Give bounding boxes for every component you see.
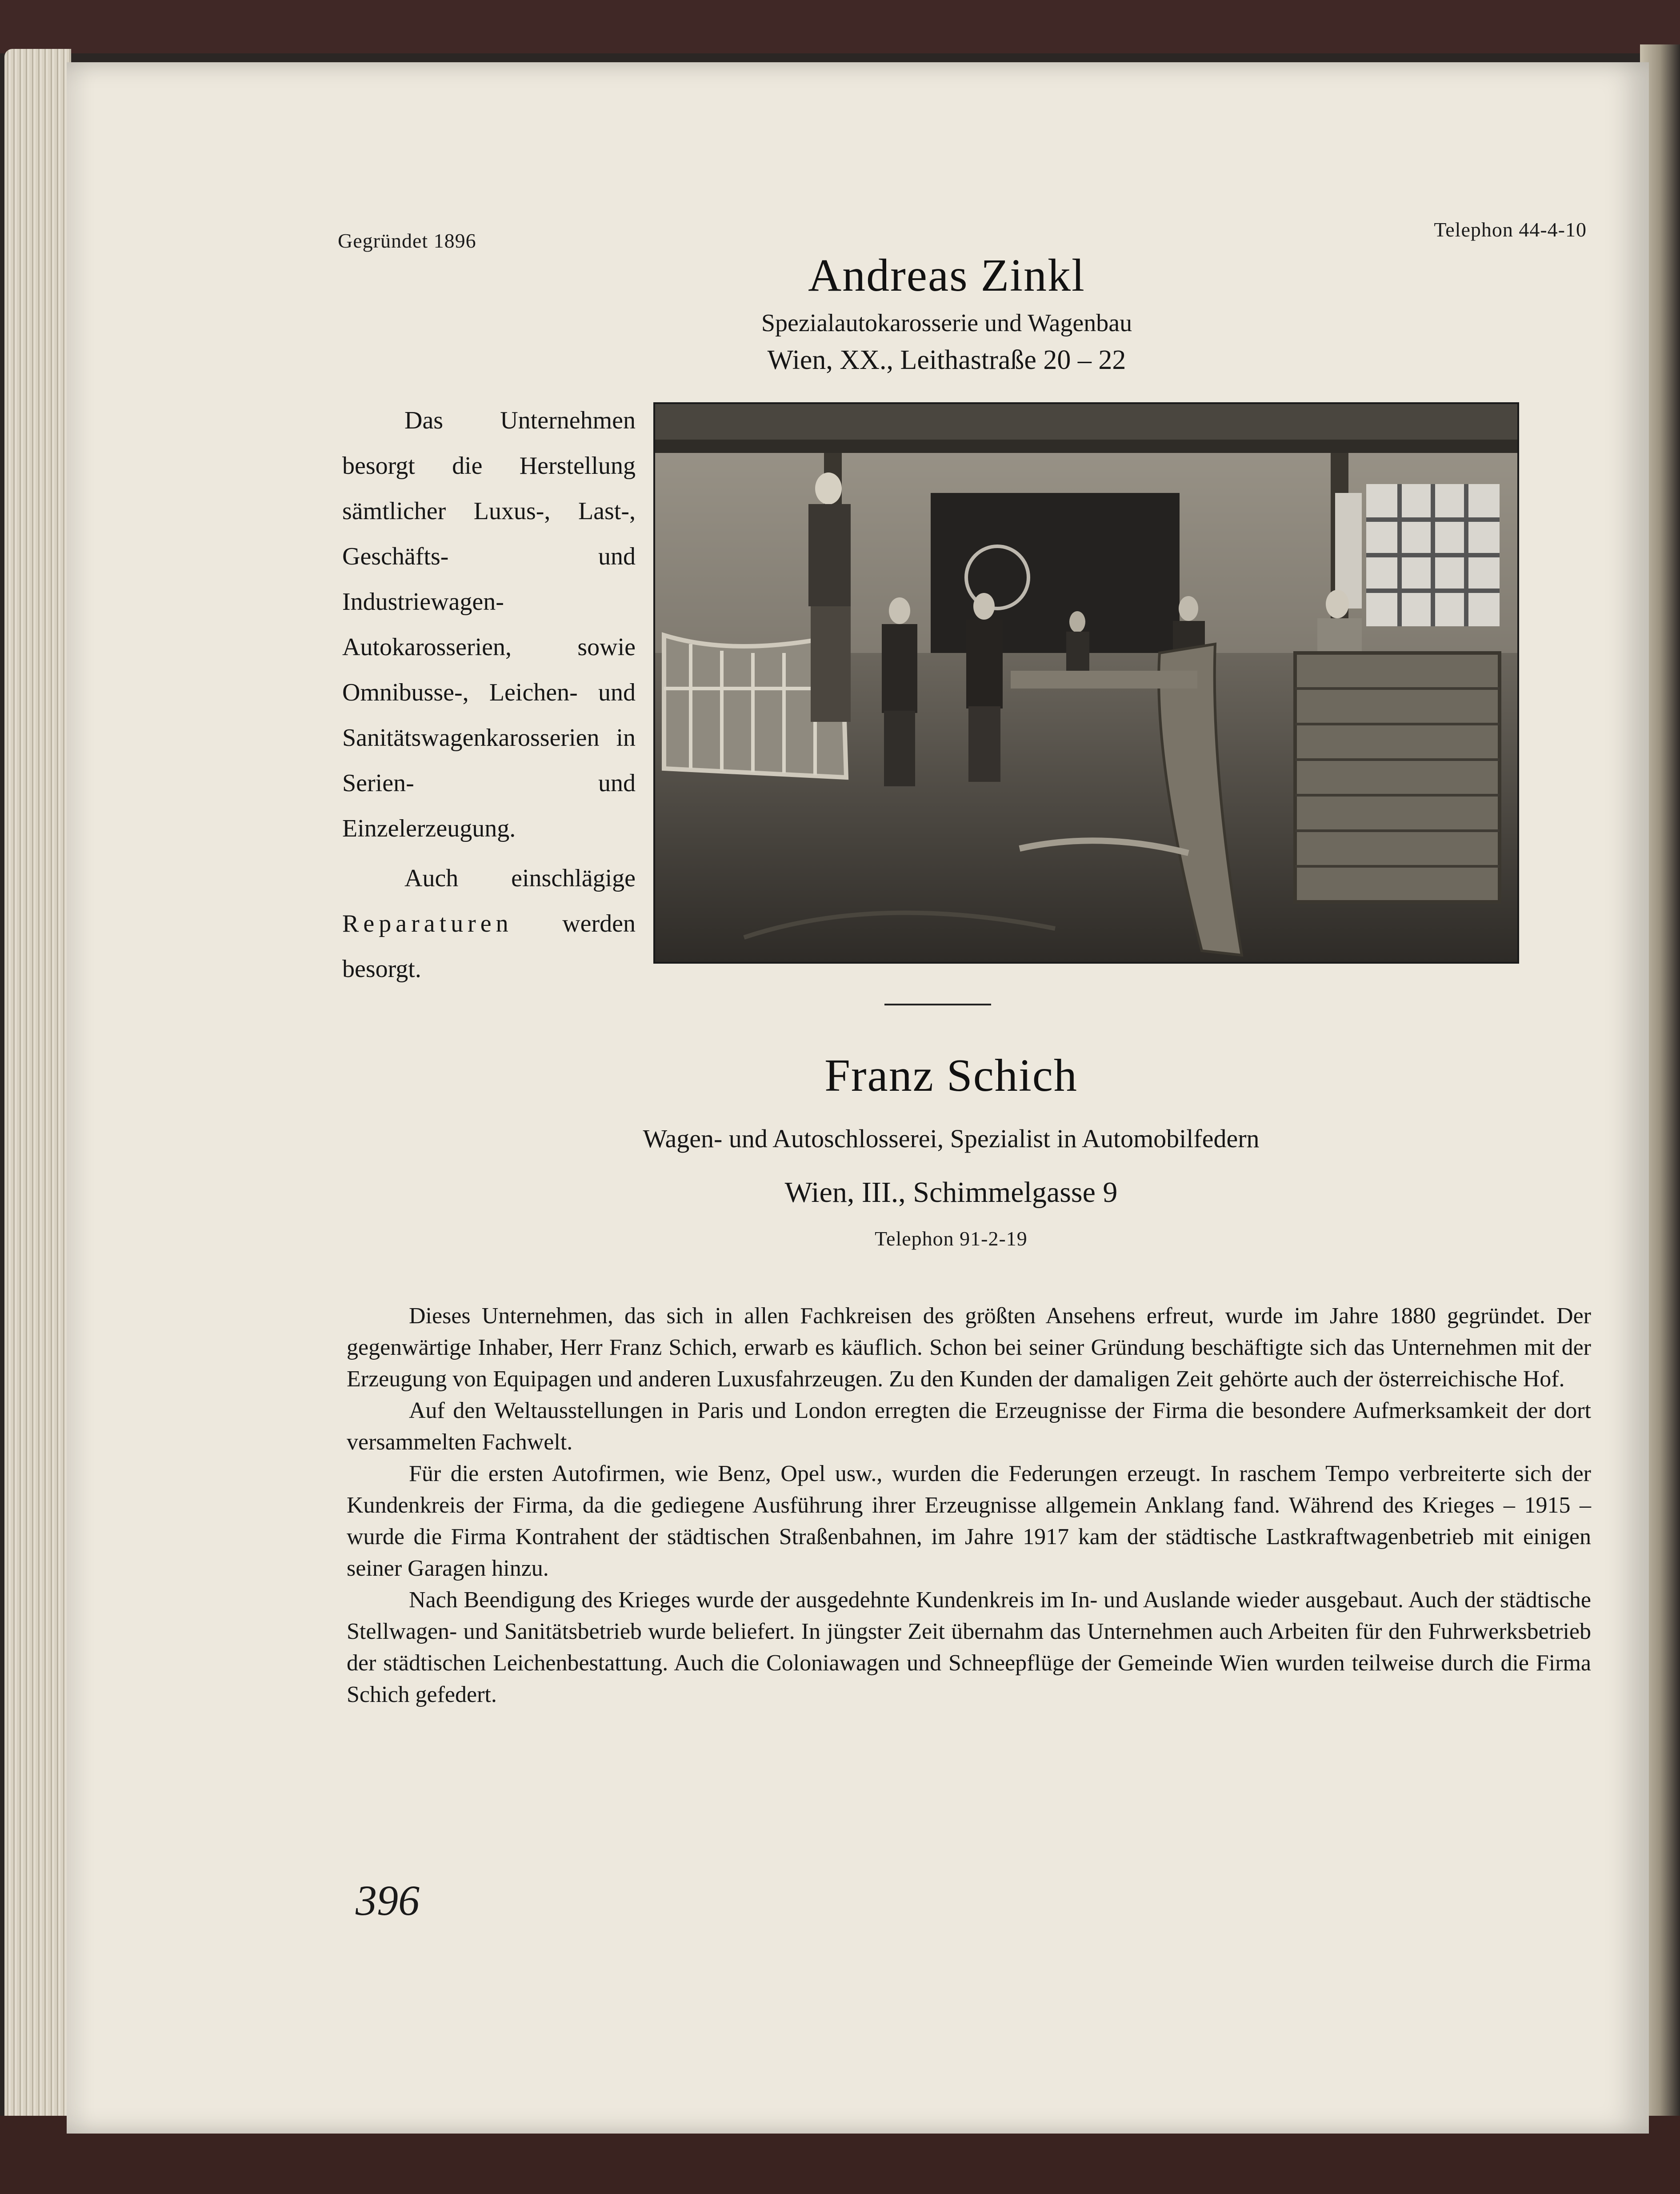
telephon-label-zinkl: Telephon 44-4-10 [1434, 218, 1587, 241]
zinkl-repair-paragraph [342, 856, 636, 992]
section-divider [884, 1004, 991, 1005]
schich-paragraph-4: Nach Beendigung des Krieges wurde der ausgedehnte Kundenkreis im In- und Auslande wieder ausgebaut. Auch der städtische Stellwagen- und Sanitätsbetrieb wurde beliefert. In jüngster Zeit übernahm das Unternehmen auch Arbeiten für den Fuhrwerksbetrieb der städtischen Leichenbestattung. Auch die Coloniawagen und Schneepflüge der Gemeinde Wien wurden teilweise durch die Firma Schich gefedert. [347, 1587, 1591, 1707]
schich-telephon: Telephon 91-2-19 [875, 1227, 1028, 1250]
page-number: 396 [356, 1877, 420, 1924]
zinkl-repair-word: Reparaturen [342, 910, 513, 937]
workshop-photo [653, 402, 1519, 964]
schich-body [347, 1300, 1591, 1710]
zinkl-subtitle: Spezialautokarosserie und Wagenbau [761, 309, 1132, 337]
zinkl-description [342, 398, 636, 992]
book-page-edges [4, 49, 71, 2138]
zinkl-address: Wien, XX., Leithastraße 20 – 22 [767, 345, 1126, 375]
zinkl-title: Andreas Zinkl [808, 250, 1085, 301]
schich-address: Wien, III., Schimmelgasse 9 [784, 1176, 1118, 1209]
schich-title: Franz Schich [824, 1050, 1078, 1101]
zinkl-repair-lead: Auch einschlägige [404, 865, 636, 892]
schich-paragraph-3: Für die ersten Autofirmen, wie Benz, Opel usw., wurden die Federungen erzeugt. In raschem Tempo verbreiterte sich der Kundenkreis der Firma, da die gediegene Ausführung ihrer Erzeugnisse allgemein Anklang fand. Während des Krieges – 1915 – wurde die Firma Kontrahent der städtischen Straßenbahnen, im Jahre 1917 kam der städtische Lastkraftwagenbetrieb mit einigen seiner Garagen hinzu. [347, 1461, 1591, 1581]
zinkl-description-paragraph: Das Unternehmen besorgt die Herstellung sämtlicher Luxus-, Last-, Geschäfts- und Industriewagen-Autokarosserien, sowie Omnibusse-, Leichen- und Sanitätswagenkarosserien in Serien- und Einzelerzeugung. [342, 407, 636, 842]
book-page [67, 62, 1649, 2134]
schich-paragraph-1: Dieses Unternehmen, das sich in allen Fachkreisen des größten Ansehens erfreut, wurde im Jahre 1880 gegründet. Der gegenwärtige Inhaber, Herr Franz Schich, erwarb es käuflich. Schon bei seiner Gründung beschäftigte sich das Unternehmen mit der Erzeugung von Equipagen und anderen Luxusfahrzeugen. Zu den Kunden der damaligen Zeit gehörte auch der österreichische Hof. [347, 1303, 1591, 1392]
zinkl-repair-tail: werden besorgt. [342, 910, 636, 983]
workshop-photo-image [655, 404, 1517, 962]
schich-subtitle: Wagen- und Autoschlosserei, Spezialist in Automobilfedern [643, 1124, 1260, 1153]
founded-label: Gegründet 1896 [338, 229, 476, 252]
schich-paragraph-2: Auf den Weltausstellungen in Paris und London erregten die Erzeugnisse der Firma die besondere Aufmerksamkeit der dort versammelten Fachwelt. [347, 1398, 1591, 1455]
book-cover-top [0, 0, 1680, 53]
